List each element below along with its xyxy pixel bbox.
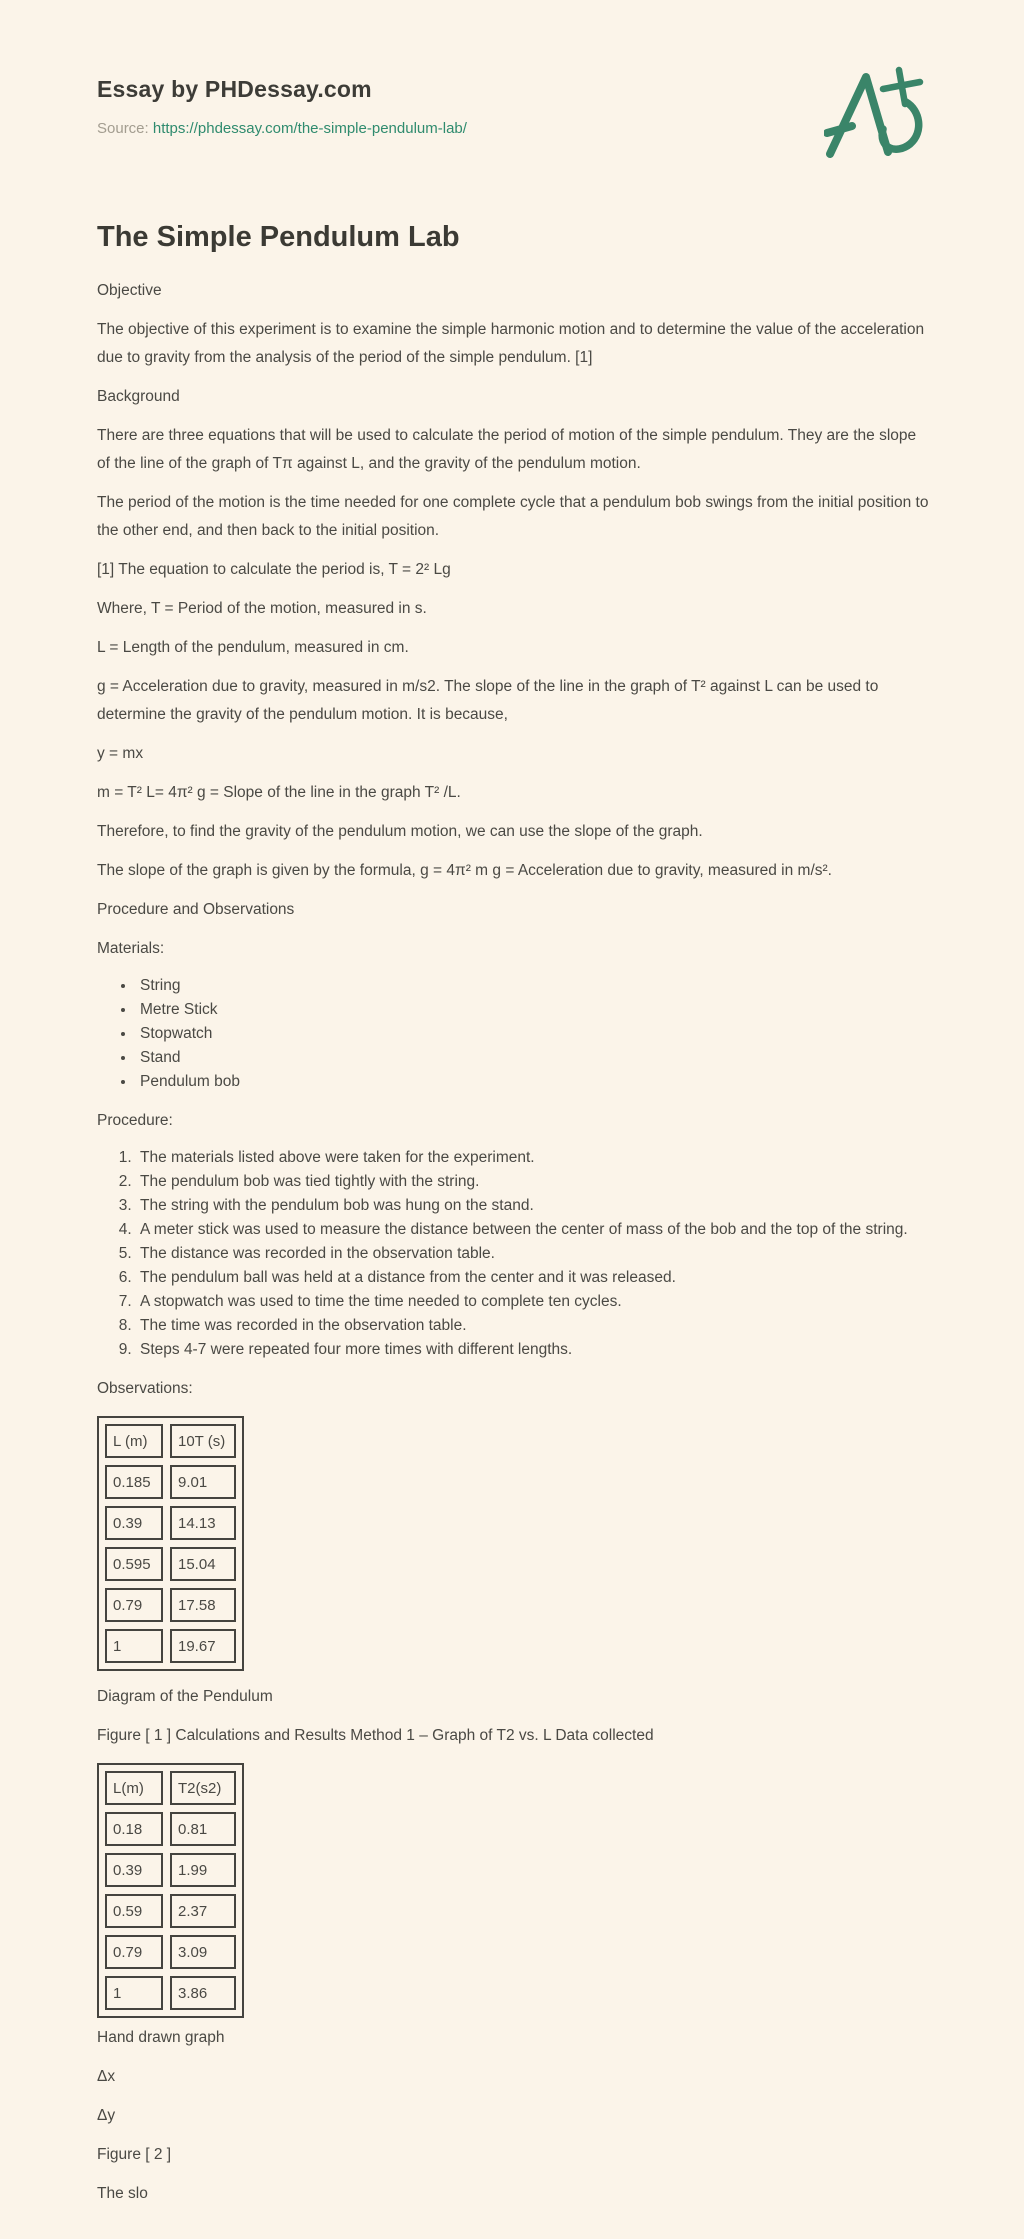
table-cell: 0.18 [105, 1812, 163, 1846]
background-paragraph-2: The period of the motion is the time needed for one complete cycle that a pendulum bob swings from the initial position to the other end, and then back to the initial position. [97, 494, 929, 539]
table-cell: 0.185 [105, 1465, 163, 1499]
table-cell: 1 [105, 1629, 163, 1663]
equation-period: [1] The equation to calculate the period is, T = 2² Lg [97, 561, 451, 578]
list-item: 8. The time was recorded in the observation table. [136, 1314, 930, 1338]
source-line [97, 120, 930, 137]
list-item: 3. The string with the pendulum bob was hung on the stand. [136, 1194, 930, 1218]
equation-slope: m = T² L= 4π² g = Slope of the line in the graph T² /L. [97, 784, 461, 801]
table-grid [105, 1771, 236, 2010]
diagram-heading: Diagram of the Pendulum [97, 1688, 273, 1705]
page-title: The Simple Pendulum Lab [97, 221, 460, 253]
phdessay-a-plus-logo-icon [824, 62, 928, 160]
list-item: 9. Steps 4-7 were repeated four more times with different lengths. [136, 1338, 930, 1362]
table-cell: 2.37 [170, 1894, 236, 1928]
table-header-cell: 10T (s) [170, 1424, 236, 1458]
therefore-paragraph: Therefore, to find the gravity of the pendulum motion, we can use the slope of the graph. [97, 823, 703, 840]
list-item: • Pendulum bob [136, 1070, 930, 1094]
table-header-cell: L (m) [105, 1424, 163, 1458]
table-cell: 0.595 [105, 1547, 163, 1581]
figure-1-caption: Figure [ 1 ] Calculations and Results Method 1 – Graph of T2 vs. L Data collected [97, 1727, 654, 1744]
table-cell: 0.59 [105, 1894, 163, 1928]
list-item: 4. A meter stick was used to measure the distance between the center of mass of the bob and the top of the string. [136, 1218, 930, 1242]
article-body [97, 277, 930, 2208]
table-cell: 19.67 [170, 1629, 236, 1663]
source-label: Source: [97, 120, 149, 137]
objective-paragraph: The objective of this experiment is to examine the simple harmonic motion and to determine the value of the acceleration due to gravity from the analysis of the period of the simple pendulum. [1] [97, 321, 925, 366]
procedure-list [97, 1146, 930, 1362]
materials-list [97, 974, 930, 1094]
observations-table [97, 1416, 244, 1671]
table-cell: 17.58 [170, 1588, 236, 1622]
list-item: • String [136, 974, 930, 998]
table-cell: 0.81 [170, 1812, 236, 1846]
table-cell: 3.86 [170, 1976, 236, 2010]
list-item: • Stopwatch [136, 1022, 930, 1046]
objective-heading: Objective [97, 282, 162, 299]
table-cell: 0.39 [105, 1506, 163, 1540]
table-cell: 0.39 [105, 1853, 163, 1887]
table-cell: 15.04 [170, 1547, 236, 1581]
background-heading: Background [97, 388, 180, 405]
source-url-link[interactable]: https://phdessay.com/the-simple-pendulum-lab/ [152, 120, 467, 137]
materials-heading: Materials: [97, 940, 165, 957]
table-cell: 1.99 [170, 1853, 236, 1887]
table-grid [105, 1424, 236, 1663]
list-item: 7. A stopwatch was used to time the time needed to complete ten cycles. [136, 1290, 930, 1314]
list-item: • Stand [136, 1046, 930, 1070]
list-item: • Metre Stick [136, 998, 930, 1022]
slope-formula-paragraph: The slope of the graph is given by the formula, g = 4π² m g = Acceleration due to gravity, measured in m/s². [97, 862, 832, 879]
table-cell: 0.79 [105, 1935, 163, 1969]
list-item: 1. The materials listed above were taken for the experiment. [136, 1146, 930, 1170]
figure-2-caption: Figure [ 2 ] [97, 2146, 172, 2163]
hand-drawn-graph-caption: Hand drawn graph [97, 2029, 225, 2046]
table-cell: 9.01 [170, 1465, 236, 1499]
list-item: 6. The pendulum ball was held at a distance from the center and it was released. [136, 1266, 930, 1290]
procedure-observations-heading: Procedure and Observations [97, 901, 295, 918]
definition-L: L = Length of the pendulum, measured in cm. [97, 639, 409, 656]
table-header-cell: T2(s2) [170, 1771, 236, 1805]
table-cell: 0.79 [105, 1588, 163, 1622]
definition-T: Where, T = Period of the motion, measured in s. [97, 600, 427, 617]
table-header-cell: L(m) [105, 1771, 163, 1805]
delta-x: Δx [97, 2068, 116, 2085]
equation-ymx: y = mx [97, 745, 144, 762]
procedure-heading: Procedure: [97, 1112, 173, 1129]
t-squared-table [97, 1763, 244, 2018]
table-cell: 3.09 [170, 1935, 236, 1969]
delta-y: Δy [97, 2107, 116, 2124]
site-title: Essay by PHDessay.com [97, 76, 372, 102]
list-item: 5. The distance was recorded in the observation table. [136, 1242, 930, 1266]
definition-g: g = Acceleration due to gravity, measured in m/s2. The slope of the line in the graph of T² against L can be used to determine the gravity of the pendulum motion. It is because, [97, 678, 879, 723]
background-paragraph-1: There are three equations that will be used to calculate the period of motion of the simple pendulum. They are the slope of the line of the graph of Tπ against L, and the gravity of the pendulum motion. [97, 427, 917, 472]
observations-heading: Observations: [97, 1380, 193, 1397]
truncated-paragraph: The slo [97, 2185, 148, 2202]
list-item: 2. The pendulum bob was tied tightly with the string. [136, 1170, 930, 1194]
table-cell: 14.13 [170, 1506, 236, 1540]
table-cell: 1 [105, 1976, 163, 2010]
